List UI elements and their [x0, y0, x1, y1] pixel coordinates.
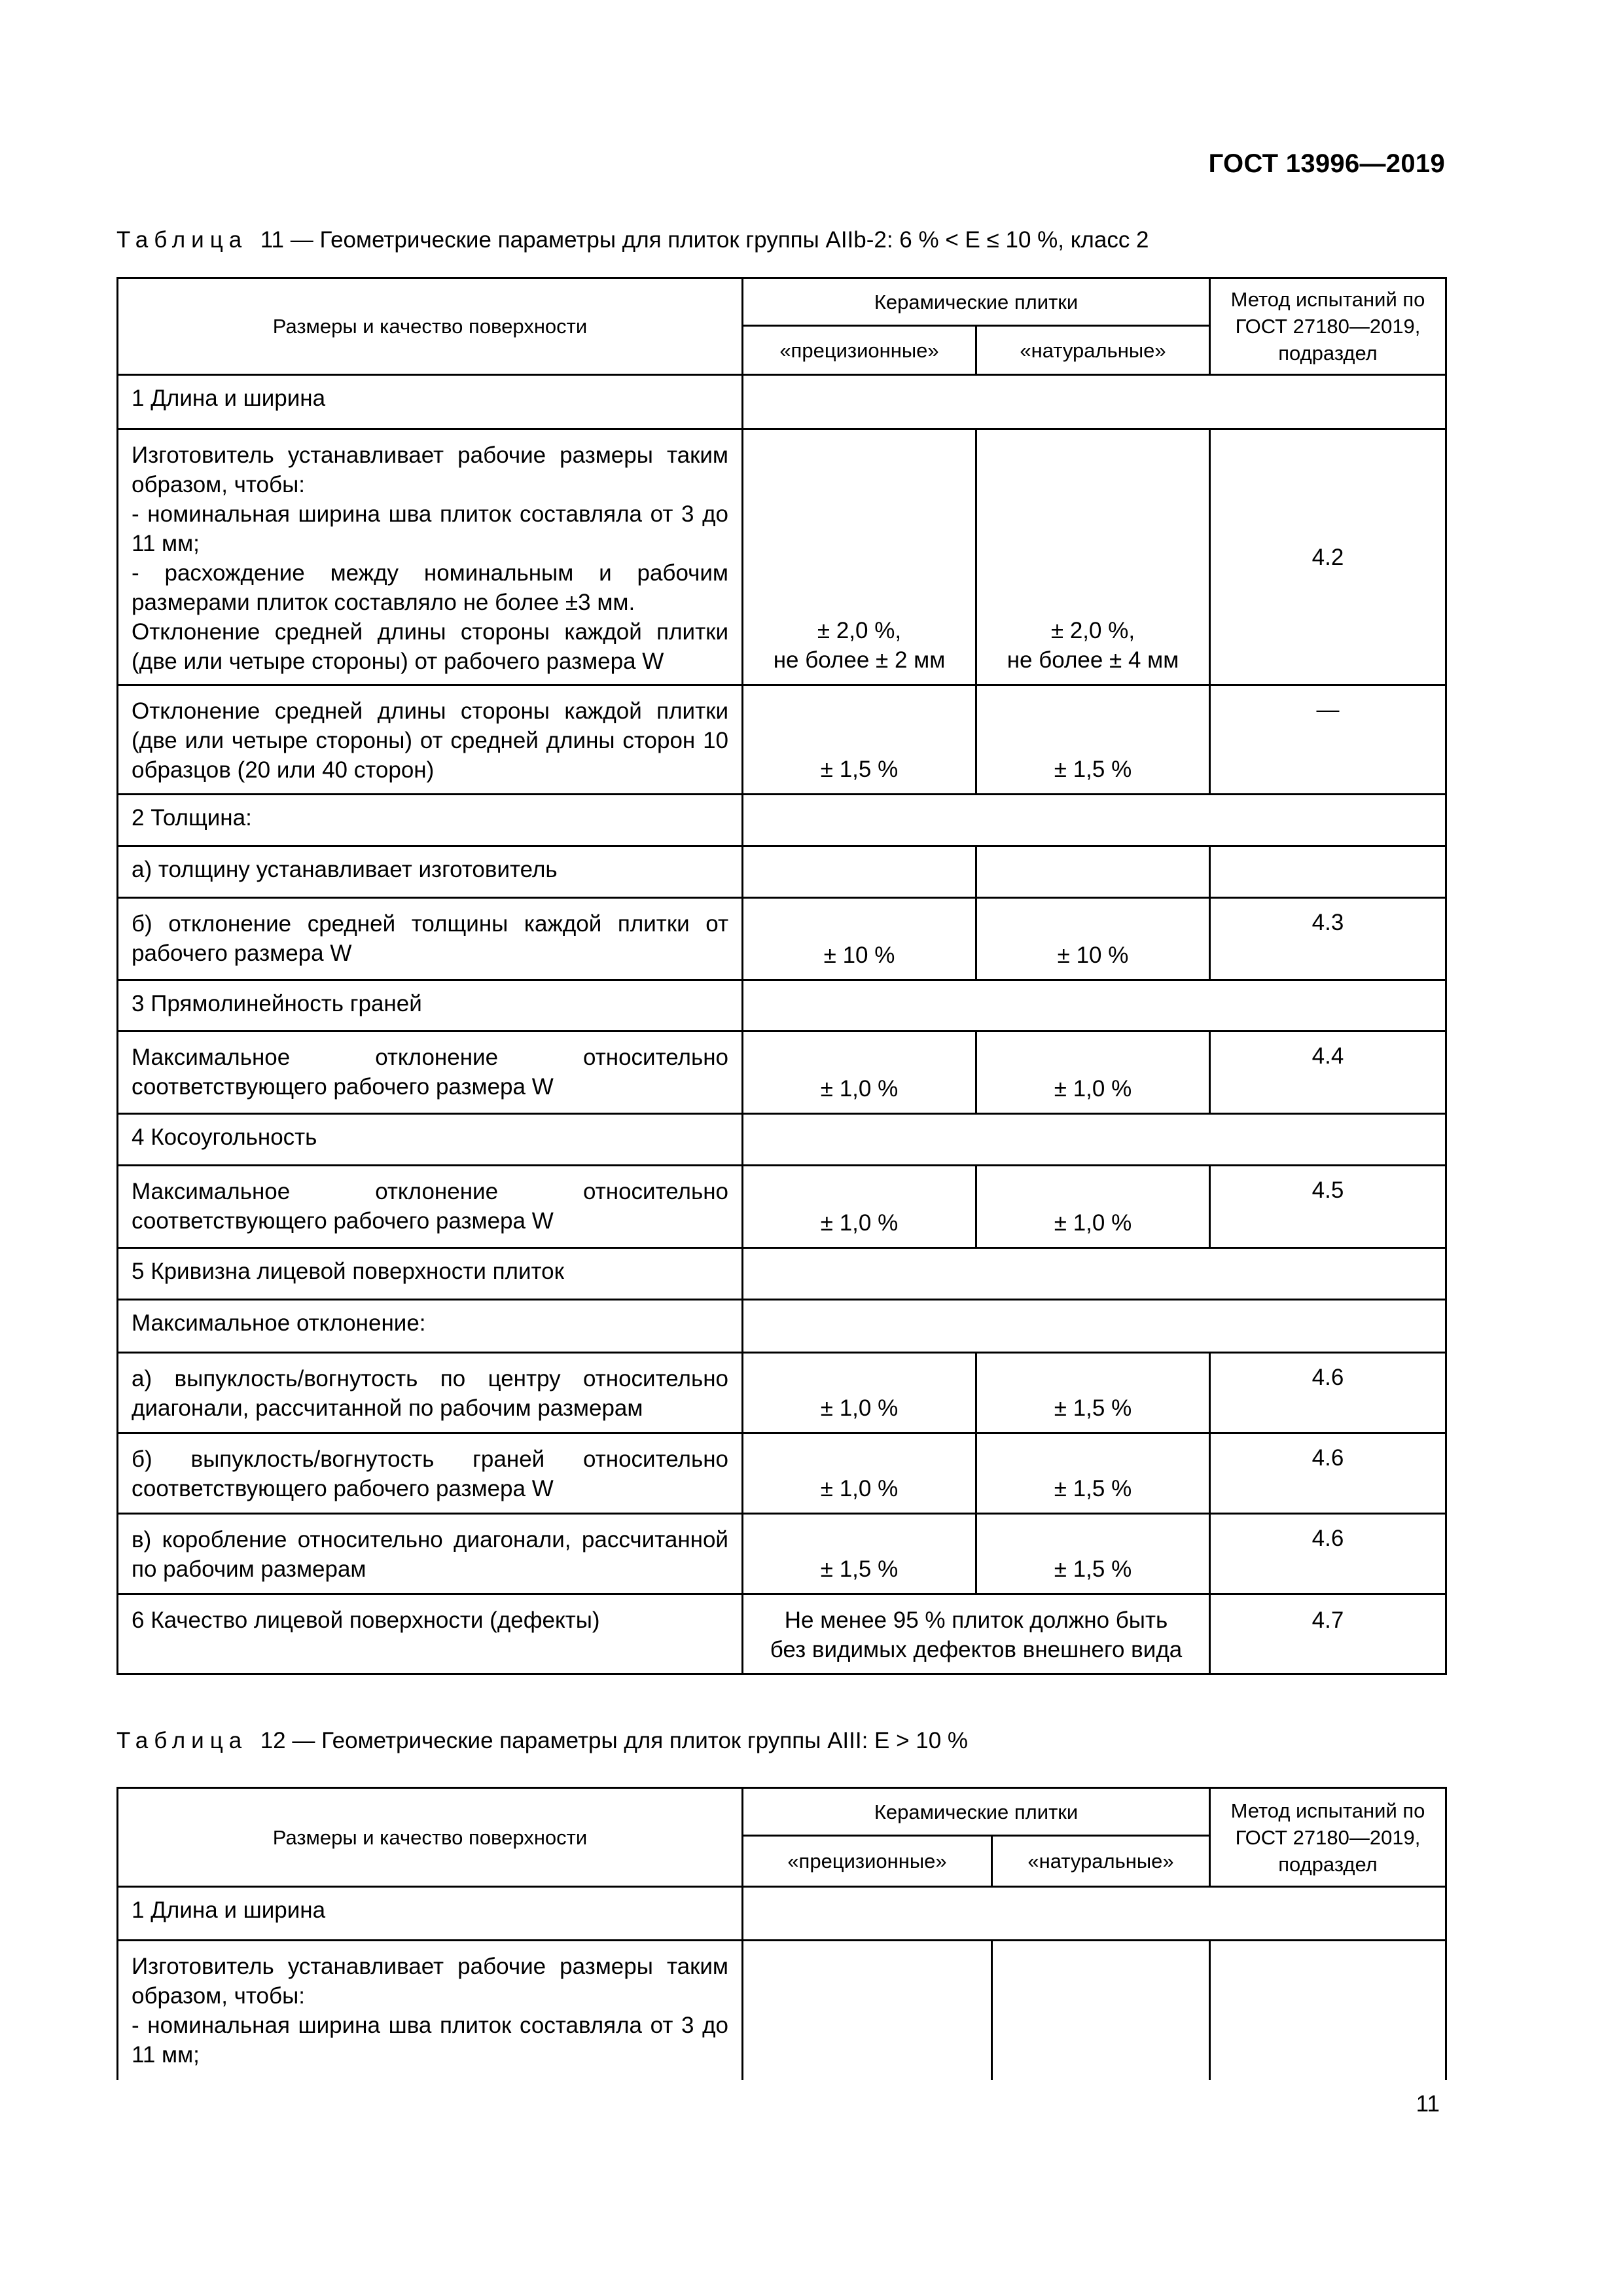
empty-cell	[1210, 1941, 1446, 2080]
empty-cell	[743, 1300, 1446, 1353]
page-number: 11	[1416, 2091, 1440, 2117]
section-length-width: 1 Длина и ширина	[118, 375, 743, 429]
precision-value: ± 1,0 %	[743, 1353, 976, 1433]
working-dimensions-item-deviation: - расхождение между номинальным и рабочим размерами плиток составляло не более ±3 мм.	[132, 560, 728, 615]
precision-value: ± 1,5 %	[743, 1514, 976, 1594]
method-reference: 4.4	[1210, 1031, 1446, 1114]
method-reference: 4.6	[1210, 1514, 1446, 1594]
method-reference: 4.7	[1210, 1594, 1446, 1674]
natural-value-line: ± 2,0 %,	[1050, 618, 1135, 643]
empty-cell	[743, 1941, 992, 2080]
document-designation: ГОСТ 13996—2019	[1208, 149, 1445, 178]
empty-cell	[743, 1248, 1446, 1300]
natural-value: ± 1,5 %	[976, 1353, 1210, 1433]
method-reference: 4.6	[1210, 1433, 1446, 1514]
header-precision: «прецизионные»	[743, 1836, 992, 1887]
natural-value: ± 1,5 %	[976, 685, 1210, 795]
table-12-caption	[116, 1728, 968, 1754]
row-straightness-text: Максимальное отклонение относительно соответствующего рабочего размера W	[118, 1031, 743, 1114]
row-warpage-text: в) коробление относительно диагонали, рассчитанной по рабочим размерам	[118, 1514, 743, 1594]
header-natural: «натуральные»	[992, 1836, 1210, 1887]
header-dimensions: Размеры и качество поверхности	[118, 278, 743, 375]
natural-value: ± 1,0 %	[976, 1031, 1210, 1114]
surface-quality-line: без видимых дефектов внешнего вида	[770, 1637, 1183, 1662]
working-dimensions-item-joint: - номинальная ширина шва плиток составляла от 3 до 11 мм;	[132, 501, 728, 556]
header-test-method: Метод испытаний по ГОСТ 27180—2019, подраздел	[1210, 278, 1446, 375]
method-reference: 4.3	[1210, 898, 1446, 980]
natural-value: ± 1,0 %	[976, 1166, 1210, 1248]
row-working-dimensions-text	[118, 1941, 743, 2080]
table-11-caption-text: 11 — Геометрические параметры для плиток группы AIIb-2: 6 % < E ≤ 10 %, класс 2	[260, 227, 1149, 253]
section-rectangularity: 4 Косоугольность	[118, 1114, 743, 1166]
row-rectangularity-text: Максимальное отклонение относительно соответствующего рабочего размера W	[118, 1166, 743, 1248]
surface-quality-line: Не менее 95 % плиток должно быть	[784, 1607, 1168, 1633]
header-precision: «прецизионные»	[743, 326, 976, 375]
method-reference: 4.2	[1210, 429, 1446, 685]
empty-cell	[743, 846, 976, 898]
table-12-caption-word: Таблица	[116, 1728, 248, 1753]
precision-value: ± 10 %	[743, 898, 976, 980]
working-dimensions-intro: Изготовитель устанавливает рабочие размеры таким образом, чтобы:	[132, 442, 728, 497]
empty-cell	[743, 1887, 1446, 1941]
empty-cell	[743, 795, 1446, 846]
precision-value-line: не более ± 2 мм	[773, 647, 946, 673]
natural-value	[976, 429, 1210, 685]
header-ceramic-tiles: Керамические плитки	[743, 278, 1210, 326]
natural-value-line: не более ± 4 мм	[1007, 647, 1179, 673]
table-12	[116, 1787, 1447, 2080]
row-average-length-text: Отклонение средней длины стороны каждой плитки (две или четыре стороны) от средней длины сторон 10 образцов (20 или 40 сторон)	[118, 685, 743, 795]
precision-value: ± 1,0 %	[743, 1433, 976, 1514]
empty-cell	[743, 1114, 1446, 1166]
method-reference: 4.5	[1210, 1166, 1446, 1248]
row-thickness-set: а) толщину устанавливает изготовитель	[118, 846, 743, 898]
method-reference: 4.6	[1210, 1353, 1446, 1433]
row-working-dimensions-text	[118, 429, 743, 685]
table-11-caption-word: Таблица	[116, 227, 248, 253]
row-thickness-deviation-text: б) отклонение средней толщины каждой плитки от рабочего размера W	[118, 898, 743, 980]
natural-value: ± 1,5 %	[976, 1514, 1210, 1594]
row-center-curvature-text: а) выпуклость/вогнутость по центру относительно диагонали, рассчитанной по рабочим размерам	[118, 1353, 743, 1433]
working-dimensions-item-joint: - номинальная ширина шва плиток составляла от 3 до 11 мм;	[132, 2013, 728, 2068]
table-11-caption	[116, 227, 1149, 253]
method-reference: —	[1210, 685, 1446, 795]
header-dimensions: Размеры и качество поверхности	[118, 1788, 743, 1887]
precision-value-line: ± 2,0 %,	[817, 618, 902, 643]
working-dimensions-side-deviation: Отклонение средней длины стороны каждой плитки (две или четыре стороны) от рабочего размера W	[132, 619, 728, 674]
section-surface-quality: 6 Качество лицевой поверхности (дефекты)	[118, 1594, 743, 1674]
empty-cell	[743, 980, 1446, 1031]
natural-value: ± 10 %	[976, 898, 1210, 980]
empty-cell	[743, 375, 1446, 429]
header-ceramic-tiles: Керамические плитки	[743, 1788, 1210, 1836]
row-max-deviation-label: Максимальное отклонение:	[118, 1300, 743, 1353]
empty-cell	[992, 1941, 1210, 2080]
surface-quality-requirement	[743, 1594, 1210, 1674]
precision-value: ± 1,5 %	[743, 685, 976, 795]
empty-cell	[1210, 846, 1446, 898]
precision-value: ± 1,0 %	[743, 1166, 976, 1248]
section-edge-straightness: 3 Прямолинейность граней	[118, 980, 743, 1031]
row-edge-curvature-text: б) выпуклость/вогнутость граней относительно соответствующего рабочего размера W	[118, 1433, 743, 1514]
natural-value: ± 1,5 %	[976, 1433, 1210, 1514]
precision-value: ± 1,0 %	[743, 1031, 976, 1114]
table-11	[116, 277, 1447, 1675]
section-thickness: 2 Толщина:	[118, 795, 743, 846]
section-length-width: 1 Длина и ширина	[118, 1887, 743, 1941]
section-surface-flatness: 5 Кривизна лицевой поверхности плиток	[118, 1248, 743, 1300]
working-dimensions-intro: Изготовитель устанавливает рабочие размеры таким образом, чтобы:	[132, 1954, 728, 2009]
precision-value	[743, 429, 976, 685]
header-test-method: Метод испытаний по ГОСТ 27180—2019, подраздел	[1210, 1788, 1446, 1887]
header-natural: «натуральные»	[976, 326, 1210, 375]
empty-cell	[976, 846, 1210, 898]
table-12-caption-text: 12 — Геометрические параметры для плиток группы AIII: E > 10 %	[260, 1728, 969, 1753]
